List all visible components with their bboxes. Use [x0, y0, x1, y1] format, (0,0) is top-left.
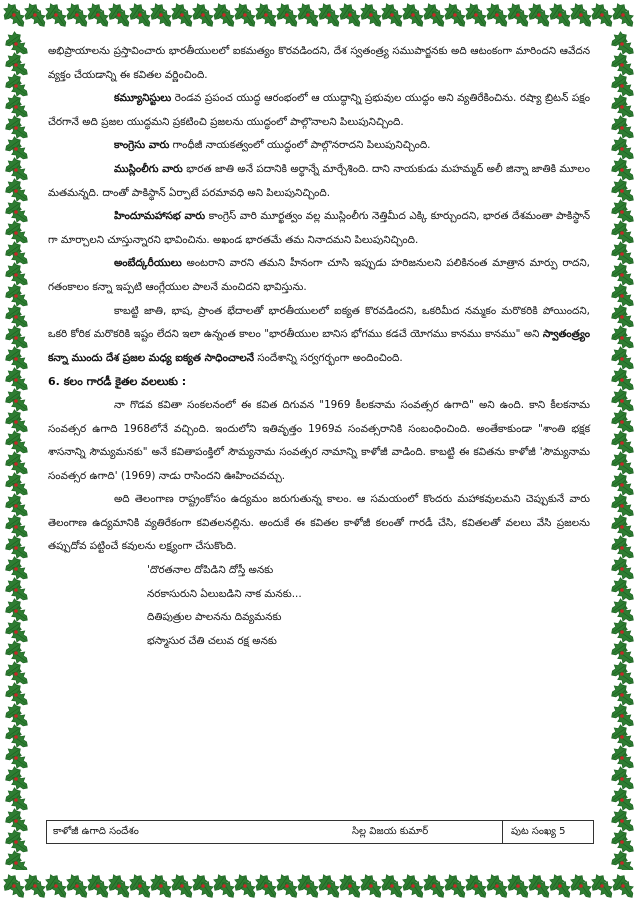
holly-berry-icon [620, 252, 624, 256]
holly-berry-icon [14, 42, 18, 46]
holly-berry-icon [14, 420, 18, 424]
holly-berry-icon [620, 63, 624, 67]
holly-berry-icon [264, 884, 268, 888]
bold-text: ముస్లింలీగు వారు [114, 162, 183, 175]
holly-berry-icon [495, 13, 499, 17]
holly-berry-icon [620, 378, 624, 382]
holly-berry-icon [222, 884, 226, 888]
paragraph-text: అభిప్రాయాలను ప్రస్తావించారు భారతీయులలో ఐకమత్యం కొరవడిందని, దేశ స్వతంత్ర్య సముపార్జనకు అది ఆటంకంగా మారిందని ఆవేదన వ్యక్తం చేయడాన్ని ఈ కవితల వర్ణించింది. [48, 45, 590, 81]
holly-berry-icon [159, 13, 163, 17]
holly-berry-icon [14, 147, 18, 151]
bold-text: కాంగ్రెసు వారు [114, 139, 170, 152]
holly-berry-icon [12, 13, 16, 17]
holly-berry-icon [14, 714, 18, 718]
holly-berry-icon [117, 13, 121, 17]
holly-berry-icon [620, 315, 624, 319]
holly-berry-icon [369, 884, 373, 888]
holly-berry-icon [390, 13, 394, 17]
holly-berry-icon [14, 840, 18, 844]
holly-berry-icon [537, 13, 541, 17]
holly-berry-icon [14, 63, 18, 67]
holly-berry-icon [264, 13, 268, 17]
holly-berry-icon [12, 884, 16, 888]
holly-berry-icon [620, 798, 624, 802]
holly-berry-icon [620, 231, 624, 235]
holly-berry-icon [14, 630, 18, 634]
holly-berry-icon [33, 884, 37, 888]
holly-berry-icon [14, 735, 18, 739]
holly-berry-icon [620, 840, 624, 844]
body-paragraph [48, 158, 590, 205]
holly-berry-icon [14, 777, 18, 781]
holly-berry-icon [620, 336, 624, 340]
body-paragraph [48, 205, 590, 252]
holly-berry-icon [14, 105, 18, 109]
holly-berry-icon [75, 884, 79, 888]
ornamental-border-top [0, 0, 638, 30]
holly-berry-icon [621, 13, 625, 17]
footer-title: కాళోజీ ఉగాది సందేశం [53, 826, 139, 837]
holly-berry-icon [96, 884, 100, 888]
paragraph-text: సందేశాన్ని సర్వగర్భంగా అందించింది. [254, 351, 403, 364]
holly-berry-icon [14, 336, 18, 340]
holly-berry-icon [620, 189, 624, 193]
holly-berry-icon [432, 13, 436, 17]
holly-berry-icon [453, 13, 457, 17]
holly-berry-icon [600, 13, 604, 17]
holly-berry-icon [620, 525, 624, 529]
body-paragraph [48, 134, 590, 158]
holly-berry-icon [390, 884, 394, 888]
holly-berry-icon [579, 884, 583, 888]
holly-berry-icon [537, 884, 541, 888]
holly-berry-icon [14, 861, 18, 865]
holly-berry-icon [620, 861, 624, 865]
holly-berry-icon [159, 884, 163, 888]
paragraph-text: కాంగ్రెస్ వారి మూర్ఖత్వం వల్ల ముస్లింలీగు నెత్తిమీద ఎక్కి కూర్చుందని, భారత దేశమంతా పాకిస్థాన్ గా మార్చాలని చూస్తున్నారని భావించిను. అఖండ భారతమే తమ నినాదమని పిలుపునిచ్చింది. [48, 210, 590, 246]
poem-line: భస్మాసుర చేతి చలువ రక్ష అనకు [147, 634, 277, 647]
body-paragraph [48, 300, 590, 371]
holly-berry-icon [620, 294, 624, 298]
holly-berry-icon [620, 693, 624, 697]
holly-berry-icon [201, 884, 205, 888]
holly-berry-icon [620, 357, 624, 361]
holly-berry-icon [14, 84, 18, 88]
holly-berry-icon [14, 294, 18, 298]
holly-berry-icon [558, 13, 562, 17]
holly-berry-icon [620, 420, 624, 424]
holly-berry-icon [453, 884, 457, 888]
holly-berry-icon [516, 884, 520, 888]
holly-berry-icon [14, 819, 18, 823]
holly-berry-icon [432, 884, 436, 888]
footer-author: సిల్ల విజయ కుమార్ [352, 826, 429, 837]
holly-berry-icon [33, 13, 37, 17]
poem-block [48, 559, 590, 653]
holly-berry-icon [620, 273, 624, 277]
holly-berry-icon [14, 252, 18, 256]
holly-berry-icon [620, 672, 624, 676]
bold-text: కమ్యూనిస్టులు [114, 92, 172, 105]
page-footer [46, 820, 594, 844]
holly-berry-icon [285, 884, 289, 888]
holly-berry-icon [14, 357, 18, 361]
paragraph-text: రెండవ ప్రపంచ యుద్ధ ఆరంభంలో ఆ యుద్ధాన్ని ప్రభువుల యుద్ధం అని వ్యతిరేకించిను. రష్యా బ్రిటన్ పక్షం చేరగానే అది ప్రజల యుద్ధమని ప్రకటించి ప్రజలను యుద్ధంలో పాల్గొనాలని పిలుపునిచ్చింది. [48, 92, 590, 128]
holly-berry-icon [75, 13, 79, 17]
holly-berry-icon [14, 798, 18, 802]
holly-berry-icon [14, 231, 18, 235]
holly-berry-icon [14, 525, 18, 529]
poem-line: దితిపుత్రుల పాలనను దివ్యమనకు [147, 611, 282, 624]
holly-berry-icon [411, 884, 415, 888]
holly-berry-icon [348, 884, 352, 888]
holly-berry-icon [14, 756, 18, 760]
holly-berry-icon [620, 714, 624, 718]
holly-berry-icon [14, 609, 18, 613]
holly-berry-icon [495, 884, 499, 888]
holly-berry-icon [222, 13, 226, 17]
holly-berry-icon [620, 399, 624, 403]
paragraph-text: అది తెలంగాణ రాష్ట్రంకోసం ఉద్యమం జరుగుతున్న కాలం. ఆ సమయంలో కొందరు మహాకవులమని చెప్పుకునే వారు తెలంగాణ ఉద్యమానికి వ్యతిరేకంగా కవితలనల్లిను. అందుకే ఈ కవితల కాళోజీ కలంతో గారడీ చేసి, కవితలతో వలలు వేసి ప్రజలను తప్పుదోవ పట్టించే కవులను లక్ష్యంగా చేసుకొంది. [48, 493, 590, 553]
holly-berry-icon [96, 13, 100, 17]
bold-text: స్వాతంత్ర్యం కన్నా ముందు దేశ ప్రజల మధ్య ఐక్యత సాధించాలనే [48, 328, 590, 364]
holly-berry-icon [600, 884, 604, 888]
page-content [48, 40, 590, 653]
holly-berry-icon [620, 126, 624, 130]
poem-line: 'దొరతనాల దోపిడిని దోస్తీ అనకు [147, 564, 274, 577]
holly-berry-icon [620, 147, 624, 151]
holly-berry-icon [14, 126, 18, 130]
holly-berry-icon [620, 105, 624, 109]
holly-berry-icon [14, 189, 18, 193]
holly-berry-icon [14, 693, 18, 697]
holly-berry-icon [620, 483, 624, 487]
bold-text: హిందూమహాసభ వారు [114, 210, 206, 223]
holly-berry-icon [306, 884, 310, 888]
ornamental-border-left [0, 30, 32, 870]
holly-berry-icon [327, 13, 331, 17]
ornamental-border-bottom [0, 870, 638, 902]
holly-berry-icon [14, 672, 18, 676]
holly-berry-icon [620, 42, 624, 46]
holly-berry-icon [201, 13, 205, 17]
holly-berry-icon [14, 273, 18, 277]
holly-berry-icon [620, 504, 624, 508]
holly-berry-icon [621, 884, 625, 888]
holly-berry-icon [620, 84, 624, 88]
holly-berry-icon [620, 777, 624, 781]
holly-berry-icon [14, 315, 18, 319]
holly-berry-icon [474, 884, 478, 888]
holly-berry-icon [620, 567, 624, 571]
holly-berry-icon [180, 884, 184, 888]
holly-berry-icon [14, 210, 18, 214]
footer-page-number: పుట సంఖ్య 5 [511, 826, 566, 837]
paragraph-text: కాబట్టి జాతి, భాష, ప్రాంత భేదాలతో భారతీయులలో ఐక్యత కొరవడిందని, ఒకరిమీద నమ్మకం మరొకరికి పోయిందని, ఒకరి కోరిక మరొకరికి ఇష్టం లేదని ఇలా ఉన్నంత కాలం "భారతీయుల బానిస భోగము కడచే యోగము కానము కానము" అని [48, 304, 590, 341]
holly-berry-icon [620, 168, 624, 172]
body-paragraph [48, 252, 590, 299]
holly-berry-icon [369, 13, 373, 17]
section-title: కలం గారడీ కైతల వలలుకు : [63, 375, 187, 389]
paragraph-text: నా గొడవ కవితా సంకలనంలో ఈ కవిత దిగువన "1969 కీలకనామ సంవత్సర ఉగాది" అని ఉంది. కాని కీలకనామ సంవత్సర ఉగాది 1968లోనే వచ్చింది. ఇందులోని ఇతివృత్తం 1969వ సంవత్సరానికి సంబంధించింది. అంతేకాకుండా "శాంతి భక్షక శాసనాన్ని సౌమ్యమనకు" అనే కవితాపంక్తిలో సౌమ్యనామ సంవత్సర నామాన్ని కాళోజీ వాడింది. కాబట్టి ఈ కవితను కాళోజీ 'సౌమ్యనామ సంవత్సర ఉగాది' (1969) నాడు రాసిందని ఊహించవచ్చు. [48, 398, 590, 482]
holly-berry-icon [558, 884, 562, 888]
holly-berry-icon [620, 441, 624, 445]
holly-berry-icon [117, 884, 121, 888]
holly-berry-icon [620, 819, 624, 823]
section-number: 6. [48, 375, 60, 389]
holly-berry-icon [138, 884, 142, 888]
paragraph-group-1 [48, 40, 590, 370]
holly-berry-icon [14, 546, 18, 550]
paragraph-group-2 [48, 394, 590, 559]
holly-berry-icon [516, 13, 520, 17]
holly-berry-icon [620, 210, 624, 214]
holly-berry-icon [54, 13, 58, 17]
holly-berry-icon [14, 441, 18, 445]
holly-berry-icon [14, 399, 18, 403]
holly-berry-icon [620, 735, 624, 739]
body-paragraph [48, 394, 590, 488]
holly-berry-icon [14, 504, 18, 508]
paragraph-text: అంటరాని వారని తమని హీనంగా చూసి ఇప్పుడు హరిజనులని పలికినంత మాత్రాన మార్పు రాదని, గతంకాలం కన్నా ఇప్పటి ఆంగ్లేయుల పాలనే మంచిదని భావిస్తును. [48, 257, 590, 293]
holly-berry-icon [620, 462, 624, 466]
holly-berry-icon [54, 884, 58, 888]
holly-berry-icon [243, 13, 247, 17]
holly-berry-icon [327, 884, 331, 888]
holly-berry-icon [620, 651, 624, 655]
holly-berry-icon [14, 483, 18, 487]
section-heading [48, 370, 590, 394]
bold-text: అంబేద్కరీయులు [114, 257, 182, 270]
holly-berry-icon [285, 13, 289, 17]
holly-berry-icon [620, 588, 624, 592]
holly-berry-icon [14, 378, 18, 382]
holly-berry-icon [306, 13, 310, 17]
body-paragraph [48, 87, 590, 134]
ornamental-border-right [606, 30, 638, 870]
holly-berry-icon [138, 13, 142, 17]
holly-berry-icon [620, 756, 624, 760]
holly-berry-icon [620, 546, 624, 550]
body-paragraph [48, 40, 590, 87]
holly-berry-icon [14, 567, 18, 571]
holly-berry-icon [620, 630, 624, 634]
holly-berry-icon [14, 588, 18, 592]
holly-berry-icon [180, 13, 184, 17]
holly-berry-icon [14, 651, 18, 655]
holly-berry-icon [474, 13, 478, 17]
paragraph-text: భారత జాతి అనే పదానికి అర్థాన్నే మార్చేశింది. దాని నాయకుడు మహమ్మద్ అలీ జిన్నా జాతికి మూలం మతమన్నది. దాంతో పాకిస్థాన్ ఏర్పాటే పరమావధి అని పిలుపునిచ్చింది. [48, 162, 590, 199]
holly-berry-icon [14, 462, 18, 466]
poem-line: నరకాసురుని ఏలుబడిని నాక మనకు... [147, 587, 302, 600]
holly-berry-icon [348, 13, 352, 17]
holly-berry-icon [243, 884, 247, 888]
holly-berry-icon [620, 609, 624, 613]
body-paragraph [48, 488, 590, 559]
paragraph-text: గాంధీజీ నాయకత్వంలో యుద్ధంలో పాల్గొనరాదని పిలుపునిచ్చింది. [169, 139, 431, 152]
holly-berry-icon [411, 13, 415, 17]
holly-berry-icon [14, 168, 18, 172]
holly-berry-icon [579, 13, 583, 17]
